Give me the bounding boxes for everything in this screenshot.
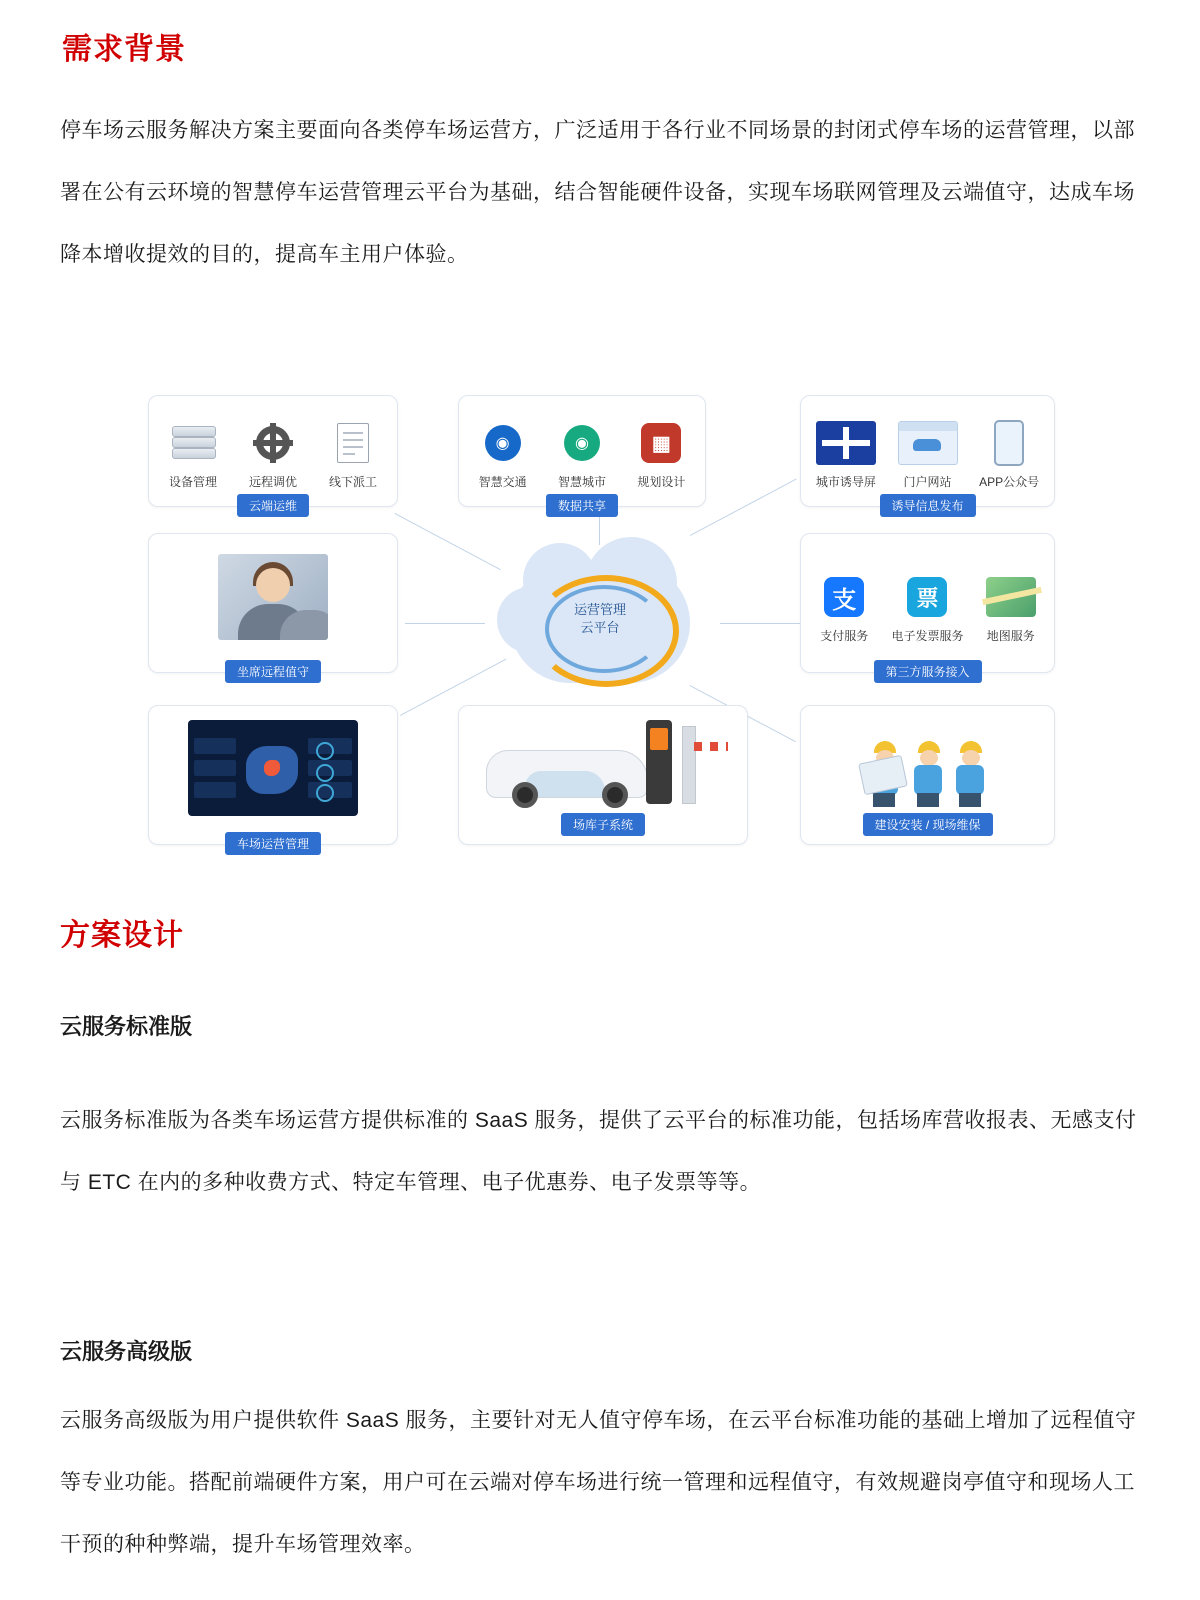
card-third-party[interactable] (800, 533, 1055, 679)
heading-advanced-edition: 云服务高级版 (60, 1339, 193, 1364)
city-circle-icon: ◉ (564, 419, 600, 467)
badge-guidance-publish: 诱导信息发布 (879, 494, 975, 517)
badge-parking-operation: 车场运营管理 (225, 832, 321, 855)
planning-icon: ▦ (641, 419, 681, 467)
connector-line (720, 623, 800, 624)
mobile-app-icon (994, 419, 1024, 467)
invoice-icon: 票 (907, 573, 947, 621)
badge-remote-agent: 坐席远程值守 (225, 660, 321, 683)
dashboard-screen-image (188, 720, 358, 816)
badge-third-party: 第三方服务接入 (873, 660, 981, 683)
connector-line (405, 623, 485, 624)
item-device-management: 设备管理 (161, 419, 225, 490)
card-install-maintenance[interactable] (800, 705, 1055, 845)
field-workers-image (853, 727, 1003, 807)
page-title-need: 需求背景 (62, 33, 186, 66)
paragraph-standard-edition: 云服务标准版为各类车场运营方提供标准的 SaaS 服务，提供了云平台的标准功能，包括场库营收报表、无感支付与 ETC 在内的多种收费方式、特定车管理、电子优惠券、电子发票等等。 (60, 1109, 1137, 1194)
paragraph-advanced-edition: 云服务高级版为用户提供软件 SaaS 服务，主要针对无人值守停车场，在云平台标准功能的基础上增加了远程值守等专业功能。搭配前端硬件方案，用户可在云端对停车场进行统一管理和远程值守，有效规避岗亭值守和现场人工干预的种种弊端，提升车场管理效率。 (60, 1409, 1137, 1556)
document-icon (337, 419, 369, 467)
card-data-sharing[interactable] (458, 395, 706, 513)
item-portal-website: 门户网站 (895, 419, 961, 490)
item-app-official-account: APP公众号 (976, 419, 1042, 490)
map-icon (986, 573, 1036, 621)
alipay-icon: 支 (824, 573, 864, 621)
gear-icon (256, 419, 290, 467)
card-guidance-publish[interactable] (800, 395, 1055, 513)
card-garage-subsystem[interactable] (458, 705, 748, 845)
page-title-plan: 方案设计 (60, 919, 184, 952)
traffic-circle-icon: ◉ (485, 419, 521, 467)
card-remote-agent[interactable] (148, 533, 398, 679)
card-parking-operation[interactable] (148, 705, 398, 851)
badge-garage-subsystem: 场库子系统 (561, 813, 645, 836)
item-remote-tuning: 远程调优 (241, 419, 305, 490)
item-payment-service: 支 支付服务 (813, 573, 875, 644)
led-screen-icon (816, 419, 876, 467)
badge-data-sharing: 数据共享 (546, 494, 618, 517)
item-einvoice-service: 票 电子发票服务 (891, 573, 963, 644)
parking-gate-image (478, 716, 728, 826)
item-city-led-screen: 城市诱导屏 (813, 419, 879, 490)
item-planning-design: ▦ 规划设计 (630, 419, 693, 490)
item-map-service: 地图服务 (980, 573, 1042, 644)
website-icon (898, 419, 958, 467)
heading-standard-edition: 云服务标准版 (60, 1014, 193, 1039)
solution-architecture-diagram (120, 385, 1080, 875)
item-smart-city: ◉ 智慧城市 (550, 419, 613, 490)
item-offline-dispatch: 线下派工 (321, 419, 385, 490)
need-paragraph: 停车场云服务解决方案主要面向各类停车场运营方，广泛适用于各行业不同场景的封闭式停车场的运营管理，以部署在公有云环境的智慧停车运营管理云平台为基础，结合智能硬件设备，实现车场联网管理及云端值守，达成车场降本增收提效的目的，提高车主用户体验。 (60, 119, 1135, 266)
cloud-center-label: 运营管理 云平台 (573, 602, 626, 635)
item-smart-traffic: ◉ 智慧交通 (471, 419, 534, 490)
badge-install-maintenance: 建设安装 / 现场维保 (862, 813, 992, 836)
headset-agent-photo (218, 554, 328, 640)
cloud-platform-center (475, 535, 725, 725)
card-cloud-ops[interactable] (148, 395, 398, 513)
badge-cloud-ops: 云端运维 (237, 494, 309, 517)
server-stack-icon (172, 419, 214, 467)
